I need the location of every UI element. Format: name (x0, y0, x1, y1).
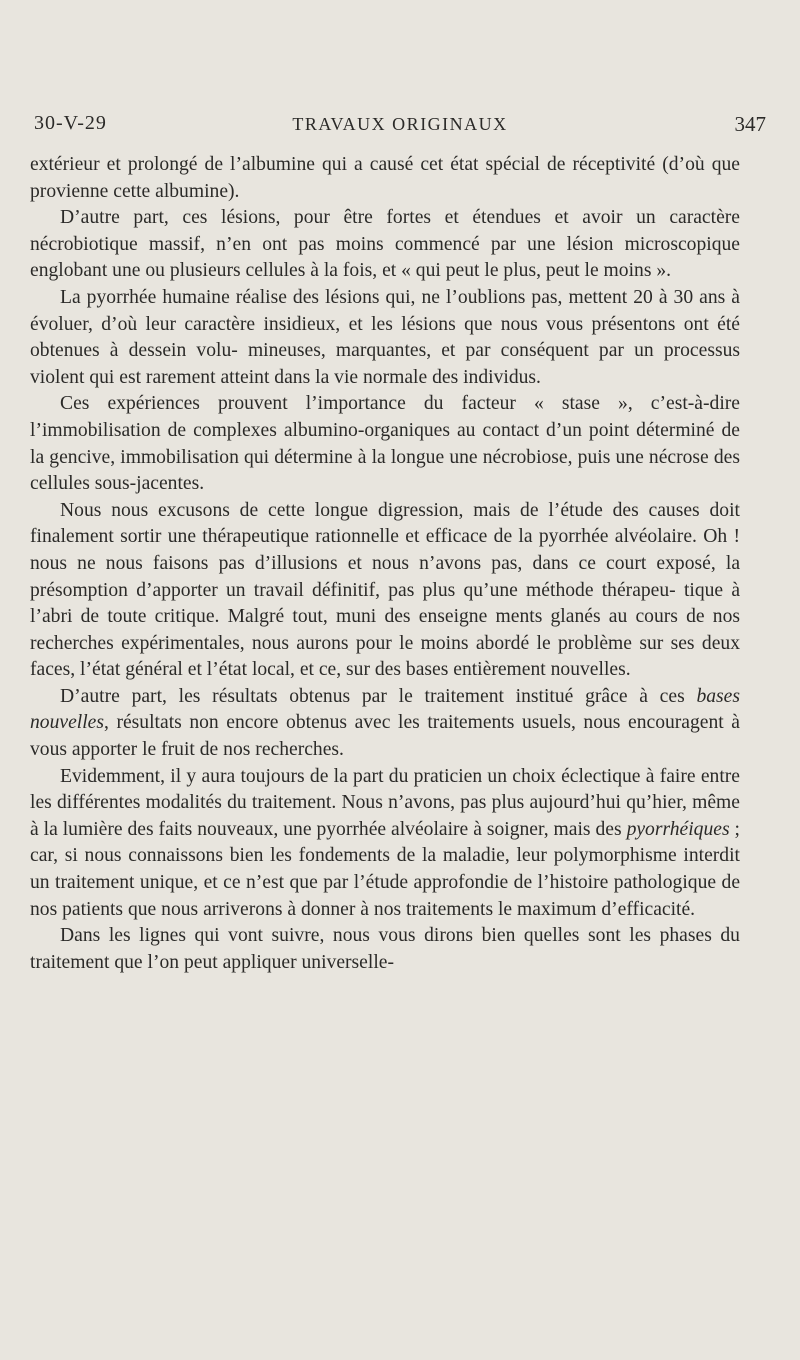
paragraph (30, 923, 740, 976)
text-line: Ces expériences prouvent l’importance du facteur « stase », (60, 393, 633, 415)
text-line: nouveaux, une pyorrhée alvéolaire à soigner, mais des pyorrhéiques ; (197, 818, 740, 840)
text-line: un caractère nécrobiotique massif, n’en ont pas moins commencé (30, 207, 740, 255)
text-line: Nous nous excusons de cette longue digression, mais de l’étude (60, 499, 603, 521)
text-line: tique à l’abri de toute critique. Malgré tout, muni des enseigne (30, 579, 741, 628)
text-line: des causes doit finalement sortir une thérapeutique rationnelle et (30, 499, 740, 548)
paragraph (30, 152, 740, 205)
issue-date: 30-V-29 (34, 112, 107, 134)
section-title: TRAVAUX ORIGINAUX (292, 114, 508, 134)
text-line: lésions que nous vous présentons ont été obtenues à dessein volu- (30, 313, 740, 362)
paragraph (30, 205, 740, 285)
text-line: l’étude approfondie de l’histoire pathologique de nos patients que (30, 872, 741, 920)
text-line: aurons pour le moins abordé le problème sur ses deux faces, l’état (30, 632, 740, 681)
text-line: détermine à la longue une nécrobiose, puis une nécrose des cellules (30, 446, 740, 495)
text-line: par une lésion microscopique englobant une ou plusieurs cellules à (30, 233, 740, 282)
text-line: traitements usuels, nous encouragent à vous apporter le fruit de (30, 712, 740, 761)
text-line: d’illusions et nous n’avons pas, dans ce court exposé, la présomption (30, 552, 741, 601)
paragraph (30, 764, 740, 924)
text-line: nous arriverons à donner à nos traitements le maximum d’efficacité. (161, 898, 696, 920)
text-line: au contact d’un point déterminé de la gencive, immobilisation qui (30, 419, 740, 468)
text-line: sont les phases du traitement que l’on peut appliquer universelle- (30, 925, 740, 973)
page-number: 347 (734, 112, 766, 136)
text-line: La pyorrhée humaine réalise des lésions qui, ne l’oublions pas, (60, 286, 563, 308)
text-line: Evidemment, il y aura toujours de la part du praticien un choix (60, 765, 556, 787)
text-line: réceptivité (d’où que provienne cette albumine). (30, 154, 740, 202)
text-line: sous-jacentes. (94, 473, 205, 495)
text-line: éclectique à faire entre les différentes modalités du traitement. Nous (30, 765, 740, 814)
text-line: qui est rarement atteint dans la vie normale des individus. (89, 366, 541, 388)
text-line: Dans les lignes qui vont suivre, nous vous dirons bien quelles (60, 925, 580, 947)
text-line: nos recherches. (223, 739, 344, 761)
text-line: mettent 20 à 30 ans à évoluer, d’où leur caractère insidieux, et les (30, 286, 740, 335)
paragraph (30, 498, 740, 684)
text-line: polymorphisme interdit un traitement unique, et ce n’est que par (30, 845, 740, 894)
text-line: n’avons, pas plus aujourd’hui qu’hier, même à la lumière des faits (30, 792, 740, 840)
text-line: efficace de la pyorrhée alvéolaire. Oh ! nous ne nous faisons pas (30, 526, 740, 574)
text-line: c’est-à-dire l’immobilisation de complexes albumino-organiques (30, 393, 740, 441)
paragraph (30, 285, 740, 391)
text-line: D’autre part, les résultats obtenus par le traitement institué (60, 685, 574, 707)
text-line: D’autre part, ces lésions, pour être fortes et étendues et avoir (60, 207, 623, 229)
paragraph (30, 391, 740, 497)
text-line: général et l’état local, et ce, sur des bases entièrement nouvelles. (125, 659, 631, 681)
text-line: grâce à ces bases nouvelles, résultats non encore obtenus avec les (30, 685, 740, 734)
text-line: car, si nous connaissons bien les fondements de la maladie, leur (30, 845, 547, 867)
body-text (30, 152, 740, 976)
text-line: mineuses, marquantes, et par conséquent par un processus violent (30, 340, 740, 388)
text-line: extérieur et prolongé de l’albumine qui a causé cet état spécial de (30, 154, 566, 175)
text-line: la fois, et « qui peut le plus, peut le moins ». (323, 260, 672, 282)
paragraph (30, 684, 740, 764)
text-line: d’apporter un travail définitif, pas plus qu’une méthode thérapeu- (136, 579, 676, 601)
text-line: ments glanés au cours de nos recherches expérimentales, nous (30, 606, 740, 654)
running-head (34, 112, 766, 142)
